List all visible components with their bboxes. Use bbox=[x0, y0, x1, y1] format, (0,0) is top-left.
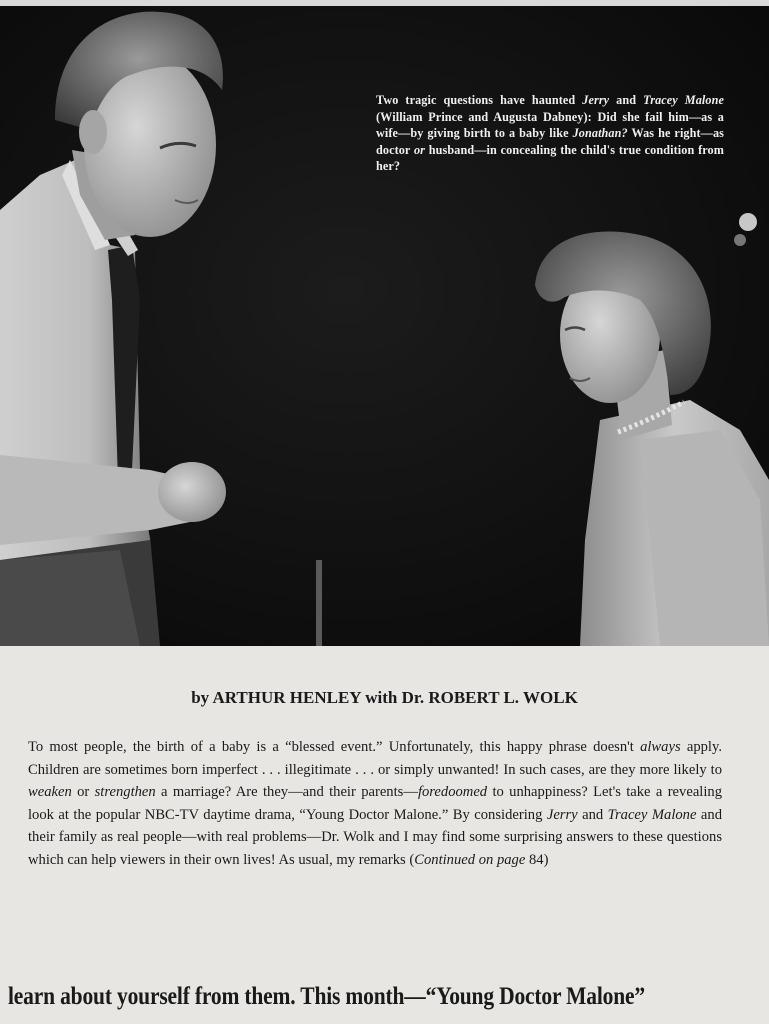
caption-text-5: husband—in concealing the child's true condition from her? bbox=[376, 142, 724, 173]
intro-text-2: apply. Children are sometimes born imperfect . . . illegitimate . . . or simply unwanted! In such cases, are they more likely to bbox=[28, 739, 722, 778]
photo-caption bbox=[376, 92, 724, 175]
footer-headline: learn about yourself from them. This month—“Young Doctor Malone” bbox=[8, 983, 645, 1010]
intro-text-8: 84) bbox=[525, 851, 549, 868]
article-byline: by ARTHUR HENLEY with Dr. ROBERT L. WOLK bbox=[191, 688, 578, 707]
caption-emphasis-or: or bbox=[413, 142, 426, 157]
caption-name-jerry: Jerry bbox=[582, 93, 610, 107]
caption-text-2: and bbox=[609, 93, 644, 107]
intro-emphasis-foredoomed: foredoomed bbox=[417, 784, 488, 800]
continued-link: Continued on page bbox=[414, 851, 526, 868]
intro-text-7: and their family as real people—with real problems—Dr. Wolk and I may find some surprising answers to these questions which can help viewers in their own lives! As usual, my remarks ( bbox=[28, 806, 722, 868]
intro-emphasis-strengthen: strengthen bbox=[94, 784, 156, 800]
intro-name-tracey: Tracey Malone bbox=[607, 806, 697, 823]
intro-text-1: To most people, the birth of a baby is a “blessed event.” Unfortunately, this happy phrase doesn't bbox=[28, 739, 641, 755]
caption-name-jonathan: Jonathan? bbox=[572, 126, 628, 140]
intro-name-jerry: Jerry bbox=[546, 806, 578, 823]
caption-text-1: Two tragic questions have haunted bbox=[376, 93, 583, 107]
caption-name-tracey: Tracey Malone bbox=[643, 93, 724, 107]
intro-text-4: a marriage? Are they—and their parents— bbox=[155, 784, 418, 800]
intro-emphasis-always: always bbox=[640, 739, 681, 755]
intro-text-5: to unhappiness? Let's take a revealing look at the popular NBC-TV daytime drama, “Young Doctor Malone.” By considering bbox=[28, 784, 722, 823]
intro-text-3: or bbox=[71, 784, 95, 800]
article-intro bbox=[28, 736, 722, 871]
intro-text-6: and bbox=[577, 806, 608, 823]
caption-text-3: (William Prince and Augusta Dabney): Did she fail him—as a wife—by giving birth to a baby like bbox=[376, 109, 724, 140]
caption-text-4: Was he right—as doctor bbox=[376, 126, 724, 157]
intro-emphasis-weaken: weaken bbox=[28, 784, 72, 800]
